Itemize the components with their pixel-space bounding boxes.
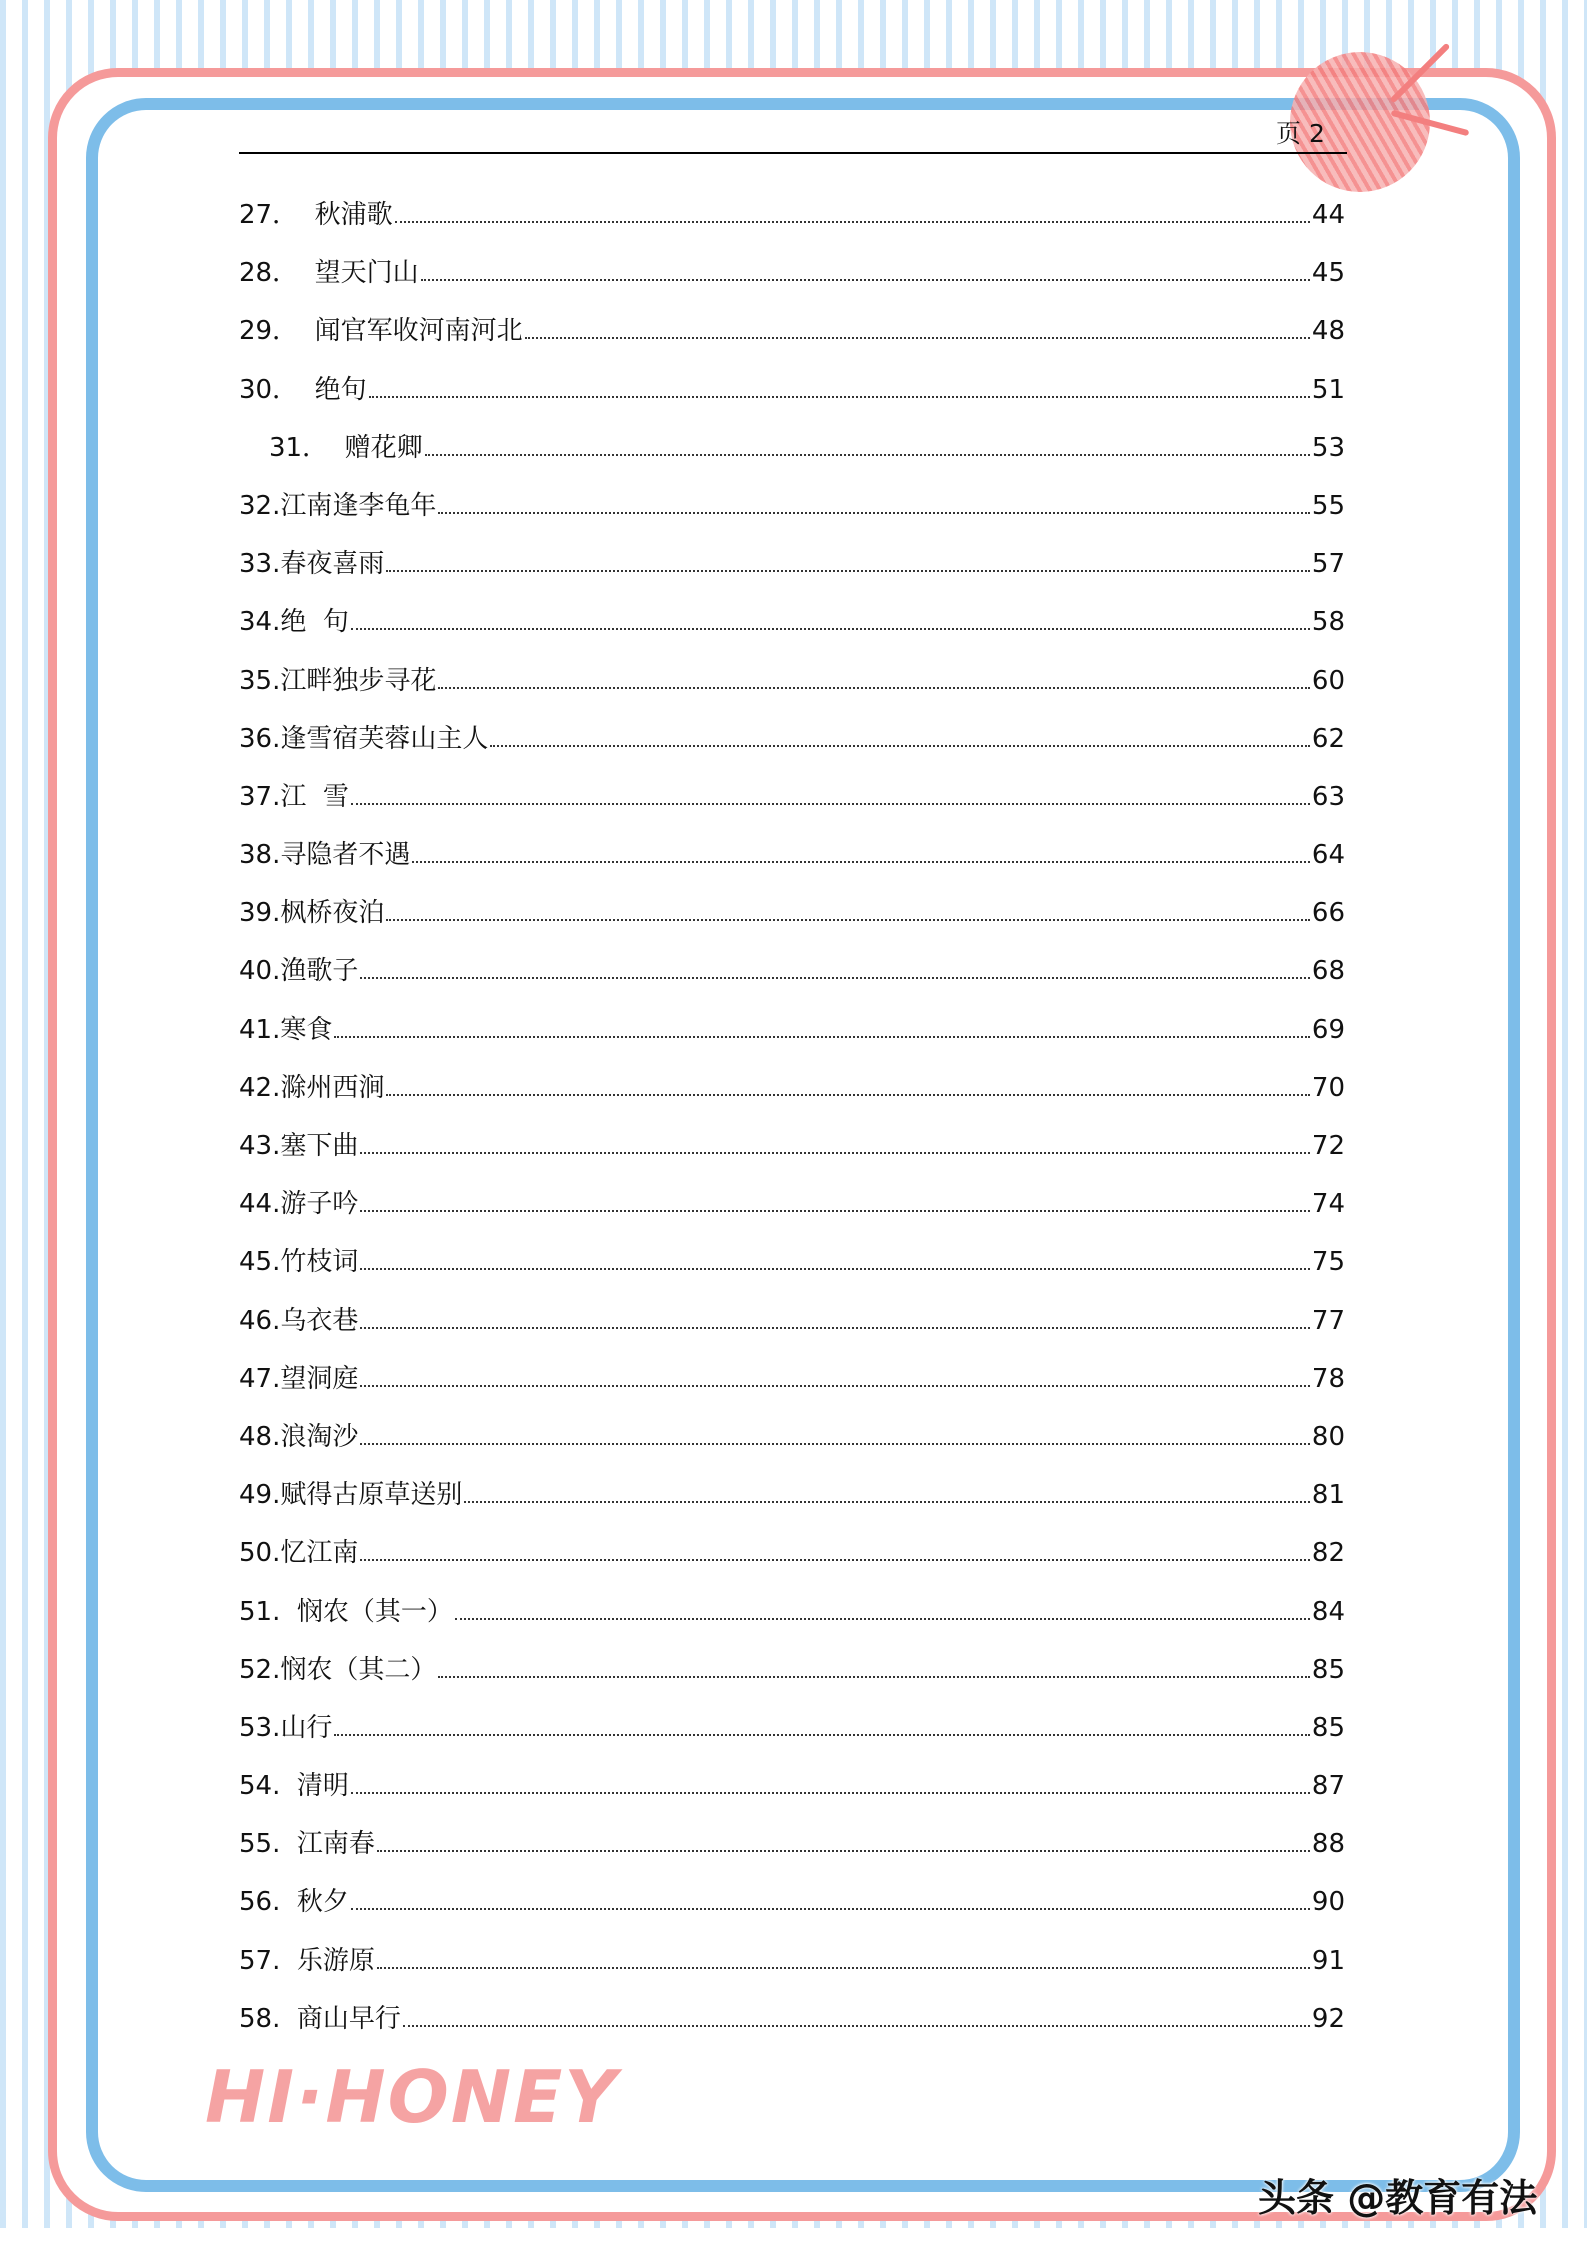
dot-leader (412, 860, 1310, 863)
toc-entry[interactable] (239, 1183, 1345, 1241)
toc-entry[interactable] (239, 1707, 1345, 1765)
toc-entry-title: 54. 清明 (239, 1771, 349, 1802)
dot-leader (386, 918, 1310, 921)
dot-leader (360, 1151, 1310, 1154)
toc-entry-page: 82 (1311, 1538, 1345, 1569)
dot-leader (386, 1093, 1310, 1096)
toc-entry-title: 37.江 雪 (239, 781, 349, 812)
hi-honey-logo: HI·HONEY (205, 2055, 619, 2139)
toc-entry-title: 48.浪淘沙 (239, 1421, 359, 1452)
bottom-margin (0, 2228, 1587, 2245)
toc-entry[interactable] (239, 427, 1345, 485)
watermark: 头条 @教育有法 (1258, 2176, 1538, 2220)
toc-entry[interactable] (239, 1416, 1345, 1474)
toc-entry-title: 34.绝 句 (239, 607, 349, 638)
toc-entry[interactable] (239, 485, 1345, 543)
dot-leader (395, 220, 1310, 223)
dot-leader (360, 1558, 1310, 1561)
toc-entry-title: 57. 乐游原 (239, 1945, 375, 1976)
toc-entry[interactable] (239, 1940, 1345, 1998)
toc-entry[interactable] (239, 1649, 1345, 1707)
toc-entry-title: 39.枫桥夜泊 (239, 898, 385, 929)
toc-entry[interactable] (239, 1009, 1345, 1067)
toc-entry-title: 41.寒食 (239, 1014, 333, 1045)
dot-leader (403, 2024, 1310, 2027)
dot-leader (351, 1907, 1310, 1910)
dot-leader (490, 744, 1310, 747)
toc-entry[interactable] (239, 718, 1345, 776)
toc-entry-page: 55 (1311, 490, 1345, 521)
toc-entry-title: 35.江畔独步寻花 (239, 665, 437, 696)
dot-leader (438, 1675, 1310, 1678)
toc-entry-page: 72 (1311, 1131, 1345, 1161)
toc-entry-title: 33.春夜喜雨 (239, 549, 385, 580)
dot-leader (421, 278, 1310, 281)
toc-entry-page: 88 (1311, 1829, 1345, 1860)
toc-entry-title: 47.望洞庭 (239, 1363, 359, 1394)
toc-entry-page: 45 (1311, 258, 1345, 289)
toc-entry-title: 53.山行 (239, 1712, 333, 1743)
toc-entry-title: 52.悯农（其二） (239, 1654, 437, 1685)
toc-entry-page: 77 (1311, 1305, 1345, 1336)
toc-entry-page: 75 (1311, 1247, 1345, 1278)
toc-entry-page: 48 (1311, 316, 1345, 347)
toc-entry-page: 58 (1311, 607, 1345, 638)
toc-entry[interactable] (239, 1998, 1345, 2056)
toc-entry[interactable] (239, 252, 1345, 310)
toc-entry-title: 46.乌衣巷 (239, 1305, 359, 1336)
toc-entry[interactable] (239, 950, 1345, 1008)
toc-entry-page: 64 (1311, 840, 1345, 871)
dot-leader (369, 395, 1310, 398)
toc-entry-page: 84 (1311, 1596, 1345, 1627)
dot-leader (351, 802, 1310, 805)
toc-entry-page: 51 (1311, 374, 1345, 405)
toc-entry-title: 44.游子吟 (239, 1189, 359, 1220)
dot-leader (351, 627, 1310, 630)
toc-entry-title: 31． 赠花卿 (269, 432, 423, 463)
toc-entry-title: 45.竹枝词 (239, 1247, 359, 1278)
toc-entry-title: 43.塞下曲 (239, 1131, 359, 1161)
toc-entry[interactable] (239, 892, 1345, 950)
page-number: 页 2 (1276, 119, 1325, 148)
toc-entry-page: 87 (1311, 1771, 1345, 1802)
toc-entry[interactable] (239, 660, 1345, 718)
table-of-contents (239, 194, 1345, 2056)
toc-entry-page: 63 (1311, 781, 1345, 812)
dot-leader (360, 1384, 1310, 1387)
toc-entry[interactable] (239, 601, 1345, 659)
dot-leader (334, 1733, 1310, 1736)
toc-entry-title: 58. 商山早行 (239, 2003, 401, 2034)
toc-entry[interactable] (239, 1300, 1345, 1358)
toc-entry[interactable] (239, 776, 1345, 834)
toc-entry-page: 53 (1311, 432, 1345, 463)
toc-entry-page: 69 (1311, 1014, 1345, 1045)
dot-leader (360, 1326, 1310, 1329)
toc-entry[interactable] (239, 1881, 1345, 1939)
toc-entry-page: 78 (1311, 1363, 1345, 1394)
toc-entry-title: 32.江南逢李龟年 (239, 490, 437, 521)
toc-entry-title: 30． 绝句 (239, 374, 367, 405)
dot-leader (377, 1966, 1310, 1969)
toc-entry-page: 81 (1311, 1480, 1345, 1511)
toc-entry[interactable] (239, 369, 1345, 427)
toc-entry-page: 70 (1311, 1072, 1345, 1103)
toc-entry-page: 57 (1311, 549, 1345, 580)
toc-entry[interactable] (239, 194, 1345, 252)
dot-leader (334, 1035, 1310, 1038)
dot-leader (360, 976, 1310, 979)
dot-leader (360, 1442, 1310, 1445)
toc-entry[interactable] (239, 1591, 1345, 1649)
toc-entry-title: 36.逢雪宿芙蓉山主人 (239, 723, 489, 754)
toc-entry-title: 56. 秋夕 (239, 1887, 349, 1918)
toc-entry-page: 68 (1311, 956, 1345, 987)
toc-entry[interactable] (239, 1823, 1345, 1881)
toc-entry-page: 44 (1311, 200, 1345, 230)
toc-entry-page: 91 (1311, 1945, 1345, 1976)
dot-leader (455, 1617, 1310, 1620)
toc-entry[interactable] (239, 1765, 1345, 1823)
toc-entry-title: 42.滁州西涧 (239, 1072, 385, 1103)
dot-leader (351, 1791, 1310, 1794)
dot-leader (377, 1849, 1310, 1852)
dot-leader (360, 1267, 1310, 1270)
toc-entry-page: 90 (1311, 1887, 1345, 1918)
dot-leader (464, 1500, 1310, 1503)
toc-entry-page: 60 (1311, 665, 1345, 696)
toc-entry-page: 85 (1311, 1654, 1345, 1685)
toc-entry[interactable] (239, 543, 1345, 601)
dot-leader (360, 1209, 1310, 1212)
toc-entry-title: 51. 悯农（其一） (239, 1596, 453, 1627)
header-rule (239, 152, 1347, 154)
toc-entry-page: 85 (1311, 1712, 1345, 1743)
toc-entry[interactable] (239, 1125, 1345, 1183)
toc-entry-page: 92 (1311, 2003, 1345, 2034)
toc-entry-title: 29． 闻官军收河南河北 (239, 316, 523, 347)
toc-entry-title: 50.忆江南 (239, 1538, 359, 1569)
dot-leader (438, 686, 1310, 689)
toc-entry[interactable] (239, 1067, 1345, 1125)
toc-entry-title: 38.寻隐者不遇 (239, 840, 411, 871)
toc-entry-page: 80 (1311, 1421, 1345, 1452)
toc-entry[interactable] (239, 1532, 1345, 1590)
toc-entry-title: 40.渔歌子 (239, 956, 359, 987)
toc-entry[interactable] (239, 1358, 1345, 1416)
toc-entry-title: 55. 江南春 (239, 1829, 375, 1860)
toc-entry[interactable] (239, 1474, 1345, 1532)
toc-entry[interactable] (239, 310, 1345, 368)
toc-entry-title: 28． 望天门山 (239, 258, 419, 289)
dot-leader (438, 511, 1310, 514)
toc-entry[interactable] (239, 1241, 1345, 1299)
toc-entry-page: 66 (1311, 898, 1345, 929)
dot-leader (425, 453, 1310, 456)
toc-entry-title: 49.赋得古原草送别 (239, 1480, 463, 1511)
dot-leader (386, 569, 1310, 572)
toc-entry-page: 62 (1311, 723, 1345, 754)
toc-entry-title: 27． 秋浦歌 (239, 200, 393, 230)
dot-leader (525, 336, 1310, 339)
toc-entry-page: 74 (1311, 1189, 1345, 1220)
toc-entry[interactable] (239, 834, 1345, 892)
